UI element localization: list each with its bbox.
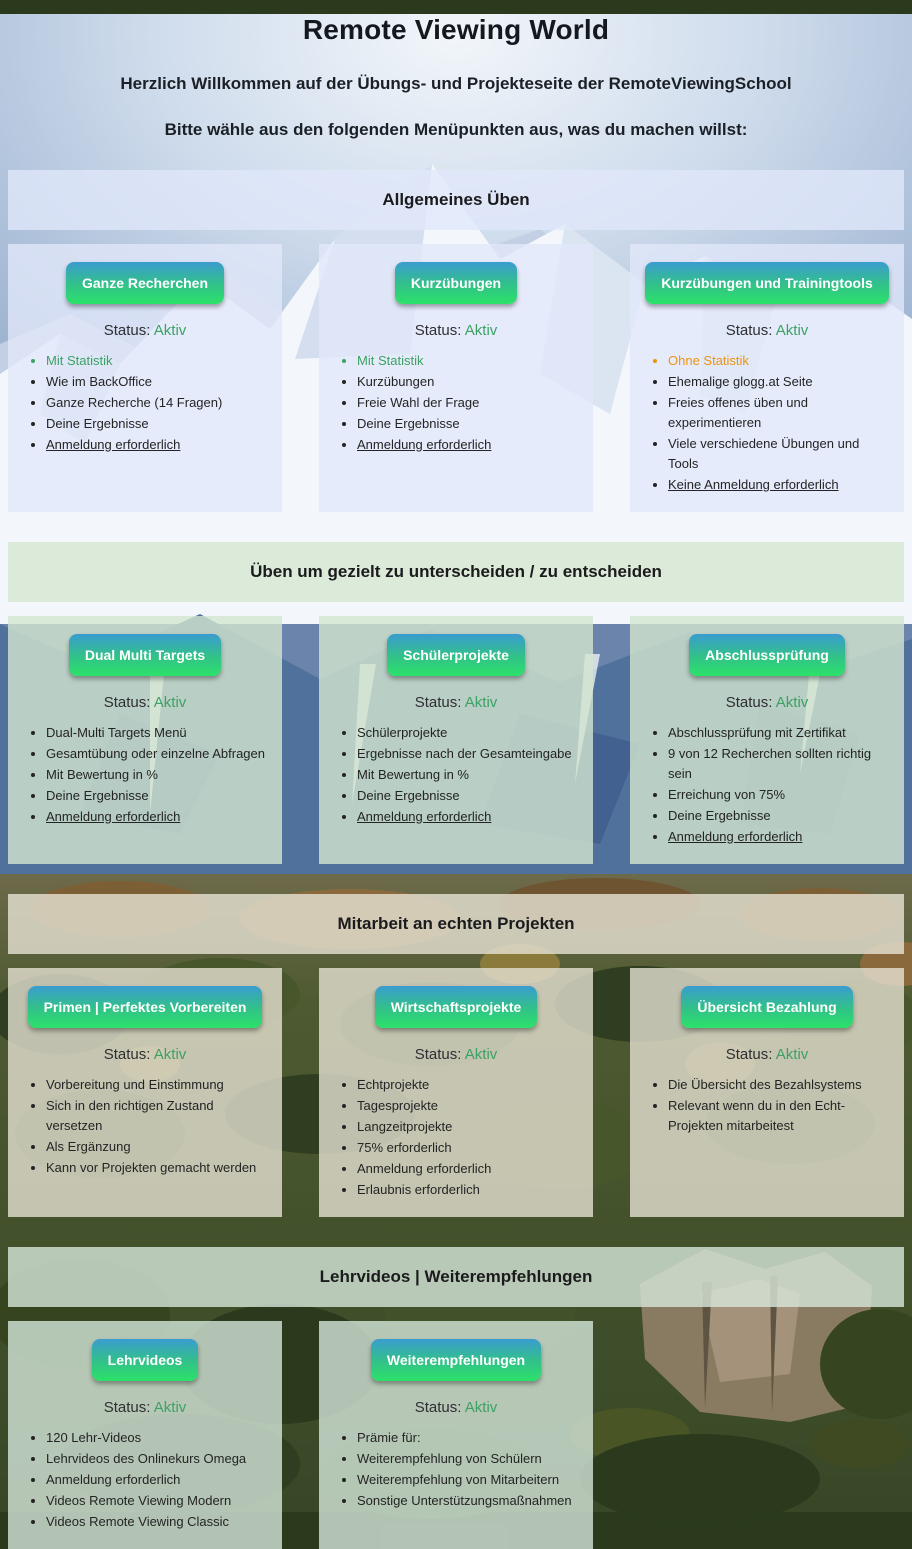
list-item: • Gesamtübung oder einzelne Abfragen <box>46 744 268 764</box>
status-line <box>642 694 892 711</box>
list-item: • Viele verschiedene Übungen und Tools <box>668 434 890 474</box>
status-line <box>20 1399 270 1416</box>
list-item: • Die Übersicht des Bezahlsystems <box>668 1075 890 1095</box>
status-label: Status: <box>725 322 773 339</box>
list-item[interactable]: • Anmeldung erforderlich <box>46 807 268 827</box>
status-value: Aktiv <box>153 694 187 711</box>
card-weiterempfehlungen <box>319 1321 593 1549</box>
section-header-text: Mitarbeit an echten Projekten <box>337 914 575 933</box>
feature-list <box>331 1428 581 1511</box>
button-übersicht-bezahlung[interactable]: Übersicht Bezahlung <box>681 986 852 1028</box>
list-item: • Ehemalige glogg.at Seite <box>668 372 890 392</box>
feature-list <box>20 1075 270 1178</box>
list-item: • Ohne Statistik <box>668 351 890 371</box>
card-row <box>8 968 904 1217</box>
card-lehrvideos <box>8 1321 282 1549</box>
button-primen-perfektes-vorbereiten[interactable]: Primen | Perfektes Vorbereiten <box>28 986 263 1028</box>
status-label: Status: <box>103 1046 151 1063</box>
status-line <box>20 322 270 339</box>
status-label: Status: <box>103 694 151 711</box>
list-item: • Abschlussprüfung mit Zertifikat <box>668 723 890 743</box>
feature-list <box>20 1428 270 1532</box>
status-line <box>331 1046 581 1063</box>
button-abschlussprüfung[interactable]: Abschlussprüfung <box>689 634 845 676</box>
feature-list <box>20 351 270 455</box>
list-item: • Mit Bewertung in % <box>46 765 268 785</box>
status-label: Status: <box>103 1399 151 1416</box>
list-item[interactable]: • Anmeldung erforderlich <box>46 435 268 455</box>
button-kurzübungen[interactable]: Kurzübungen <box>395 262 517 304</box>
list-item: • Schülerprojekte <box>357 723 579 743</box>
list-item: • Langzeitprojekte <box>357 1117 579 1137</box>
list-item[interactable]: • Keine Anmeldung erforderlich <box>668 475 890 495</box>
card-wirtschaftsprojekte <box>319 968 593 1217</box>
section-band-allgemeines-üben <box>8 170 904 230</box>
section-band-mitarbeit-an-echten-projekten <box>8 894 904 954</box>
list-item: • Ganze Recherche (14 Fragen) <box>46 393 268 413</box>
page-title: Remote Viewing World <box>302 14 610 45</box>
status-line <box>331 1399 581 1416</box>
list-item: • Mit Bewertung in % <box>357 765 579 785</box>
status-label: Status: <box>103 322 151 339</box>
list-item: • Erreichung von 75% <box>668 785 890 805</box>
button-dual-multi-targets[interactable]: Dual Multi Targets <box>69 634 221 676</box>
card-primen-perfektes-vorbereiten <box>8 968 282 1217</box>
card-dual-multi-targets <box>8 616 282 864</box>
list-item: • Videos Remote Viewing Classic <box>46 1512 268 1532</box>
status-line <box>331 694 581 711</box>
card-ganze-recherchen <box>8 244 282 512</box>
section-band-lehrvideos-weiterempfehlungen <box>8 1247 904 1307</box>
section-header-text: Allgemeines Üben <box>382 190 530 209</box>
feature-list <box>331 351 581 455</box>
card-kurzübungen <box>319 244 593 512</box>
list-item: • Kann vor Projekten gemacht werden <box>46 1158 268 1178</box>
list-item: • Prämie für: <box>357 1428 579 1448</box>
list-item: • 75% erforderlich <box>357 1138 579 1158</box>
list-item: • Weiterempfehlung von Schülern <box>357 1449 579 1469</box>
status-line <box>331 322 581 339</box>
status-value: Aktiv <box>153 1046 187 1063</box>
button-weiterempfehlungen[interactable]: Weiterempfehlungen <box>371 1339 541 1381</box>
list-item: • Sich in den richtigen Zustand versetzen <box>46 1096 268 1136</box>
button-kurzübungen-und-trainingtools[interactable]: Kurzübungen und Trainingtools <box>645 262 889 304</box>
card-row <box>8 1321 904 1549</box>
status-line <box>20 694 270 711</box>
feature-list <box>331 723 581 827</box>
list-item: • Deine Ergebnisse <box>357 786 579 806</box>
button-wirtschaftsprojekte[interactable]: Wirtschaftsprojekte <box>375 986 538 1028</box>
list-item: • Anmeldung erforderlich <box>46 1470 268 1490</box>
list-item[interactable]: • Anmeldung erforderlich <box>357 435 579 455</box>
button-ganze-recherchen[interactable]: Ganze Recherchen <box>66 262 224 304</box>
list-item: • Deine Ergebnisse <box>357 414 579 434</box>
list-item: • Relevant wenn du in den Echt-Projekten mitarbeitest <box>668 1096 890 1136</box>
menu-sections <box>0 170 912 1549</box>
feature-list <box>642 1075 892 1136</box>
list-item: • Deine Ergebnisse <box>46 786 268 806</box>
status-line <box>20 1046 270 1063</box>
list-item: • Wie im BackOffice <box>46 372 268 392</box>
button-schülerprojekte[interactable]: Schülerprojekte <box>387 634 525 676</box>
list-item: • Sonstige Unterstützungsmaßnahmen <box>357 1491 579 1511</box>
status-value: Aktiv <box>464 322 498 339</box>
status-value: Aktiv <box>464 1046 498 1063</box>
status-value: Aktiv <box>464 694 498 711</box>
status-line <box>642 322 892 339</box>
list-item: • Lehrvideos des Onlinekurs Omega <box>46 1449 268 1469</box>
card-kurzübungen-und-trainingtools <box>630 244 904 512</box>
list-item: • 9 von 12 Recherchen sollten richtig sein <box>668 744 890 784</box>
list-item: • Videos Remote Viewing Modern <box>46 1491 268 1511</box>
feature-list <box>331 1075 581 1200</box>
list-item: • Kurzübungen <box>357 372 579 392</box>
list-item: • Vorbereitung und Einstimmung <box>46 1075 268 1095</box>
feature-list <box>642 351 892 495</box>
card-abschlussprüfung <box>630 616 904 864</box>
status-line <box>642 1046 892 1063</box>
status-value: Aktiv <box>153 322 187 339</box>
card-row <box>8 244 904 512</box>
list-item: • Ergebnisse nach der Gesamteingabe <box>357 744 579 764</box>
list-item: • Deine Ergebnisse <box>668 806 890 826</box>
feature-list <box>642 723 892 847</box>
list-item: • Als Ergänzung <box>46 1137 268 1157</box>
status-label: Status: <box>725 1046 773 1063</box>
status-label: Status: <box>414 1046 462 1063</box>
status-value: Aktiv <box>464 1399 498 1416</box>
button-lehrvideos[interactable]: Lehrvideos <box>92 1339 199 1381</box>
list-item: • Erlaubnis erforderlich <box>357 1180 579 1200</box>
section-header-text: Üben um gezielt zu unterscheiden / zu entscheiden <box>250 562 662 581</box>
status-label: Status: <box>414 322 462 339</box>
content <box>0 14 912 1549</box>
list-item: • Weiterempfehlung von Mitarbeitern <box>357 1470 579 1490</box>
list-item: • Freies offenes üben und experimentieren <box>668 393 890 433</box>
feature-list <box>20 723 270 827</box>
welcome-text: Herzlich Willkommen auf der Übungs- und Projekteseite der RemoteViewingSchool <box>120 74 792 93</box>
status-value: Aktiv <box>153 1399 187 1416</box>
list-item: • Mit Statistik <box>46 351 268 371</box>
list-item: • Tagesprojekte <box>357 1096 579 1116</box>
list-item: • 120 Lehr-Videos <box>46 1428 268 1448</box>
instruction-text: Bitte wähle aus den folgenden Menüpunkten aus, was du machen willst: <box>164 120 748 139</box>
status-label: Status: <box>414 694 462 711</box>
list-item[interactable]: • Anmeldung erforderlich <box>668 827 890 847</box>
status-label: Status: <box>725 694 773 711</box>
list-item: • Echtprojekte <box>357 1075 579 1095</box>
status-value: Aktiv <box>775 322 809 339</box>
section-header-text: Lehrvideos | Weiterempfehlungen <box>319 1267 593 1286</box>
list-item: • Deine Ergebnisse <box>46 414 268 434</box>
list-item: • Anmeldung erforderlich <box>357 1159 579 1179</box>
list-item: • Freie Wahl der Frage <box>357 393 579 413</box>
status-value: Aktiv <box>775 1046 809 1063</box>
list-item: • Dual-Multi Targets Menü <box>46 723 268 743</box>
card-übersicht-bezahlung <box>630 968 904 1217</box>
page <box>0 14 912 1529</box>
status-label: Status: <box>414 1399 462 1416</box>
card-row <box>8 616 904 864</box>
list-item: • Mit Statistik <box>357 351 579 371</box>
section-band-üben-um-gezielt-zu-unterscheiden-zu-entscheiden <box>8 542 904 602</box>
status-value: Aktiv <box>775 694 809 711</box>
list-item[interactable]: • Anmeldung erforderlich <box>357 807 579 827</box>
card-schülerprojekte <box>319 616 593 864</box>
